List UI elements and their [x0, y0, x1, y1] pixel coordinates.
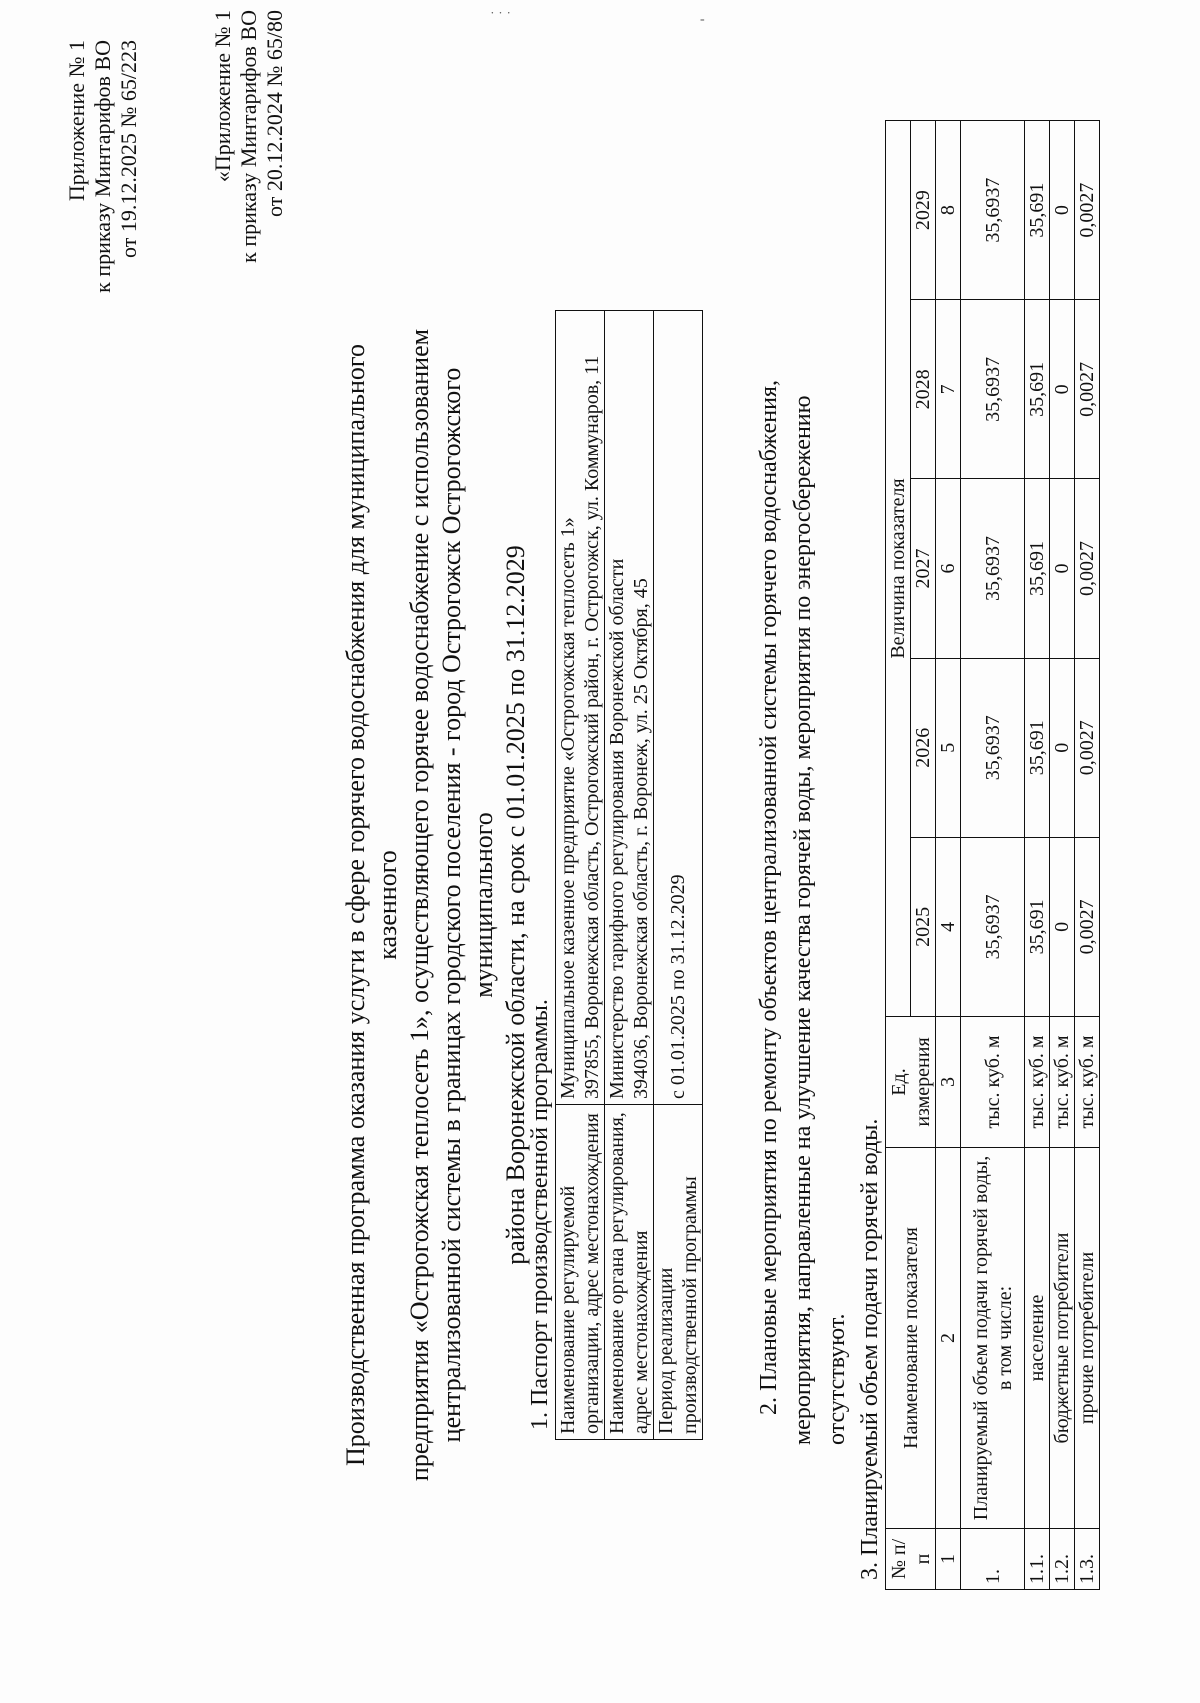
row-value: 0 — [1050, 658, 1075, 837]
section2-text: 2. Плановые мероприятия по ремонту объектов централизованной системы горячего водоснабжения, мероприятия, направленные на улучшение качества горячей воды, мероприятия по энергосбережению отсутствуют. — [756, 380, 850, 1445]
rotated-document-content — [40, 0, 1160, 1660]
table-row — [1075, 121, 1100, 1590]
column-number-row — [936, 121, 961, 1590]
row-value: 0 — [1050, 121, 1075, 300]
column-number: 2 — [936, 1148, 961, 1529]
column-number: 5 — [936, 658, 961, 837]
row-value: 35,691 — [1025, 121, 1050, 300]
row-value: 35,691 — [1025, 300, 1050, 479]
document-title — [340, 320, 532, 1490]
column-number: 8 — [936, 121, 961, 300]
row-value: 35,6937 — [961, 479, 1025, 658]
passport-table — [555, 310, 703, 1440]
row-name: прочие потребители — [1075, 1148, 1100, 1529]
row-name: население — [1025, 1148, 1050, 1529]
annex-current-line2: к приказу Минтарифов ВО — [90, 40, 115, 293]
table-row — [1025, 121, 1050, 1590]
row-num: 1.3. — [1075, 1529, 1100, 1590]
passport-value-line1: Министерство тарифного регулирования Воронежской области — [606, 558, 628, 1099]
passport-label: Наименование регулируемой организации, адрес местонахождения — [556, 1105, 605, 1440]
row-value: 0,0027 — [1075, 479, 1100, 658]
passport-value-line1: Муниципальное казенное предприятие «Острогожская теплосеть 1» — [557, 517, 579, 1099]
table-row — [654, 311, 703, 1440]
annex-current — [64, 40, 142, 300]
header-year: 2025 — [911, 837, 936, 1016]
header-unit: Ед. измерения — [886, 1017, 936, 1148]
header-year: 2027 — [911, 479, 936, 658]
scan-noise-mark: ˙ ˙ ˙ — [490, 10, 511, 25]
section1-heading: 1. Паспорт производственной программы. — [527, 999, 553, 1430]
row-value: 35,6937 — [961, 121, 1025, 300]
title-line4: района Воронежской области, на срок с 01.01.2025 по 31.12.2029 — [501, 545, 530, 1265]
column-number: 4 — [936, 837, 961, 1016]
passport-value — [605, 311, 654, 1105]
passport-label: Период реализации производственной программы — [654, 1105, 703, 1440]
row-unit: тыс. куб. м — [1050, 1017, 1075, 1148]
table-row — [556, 311, 605, 1440]
row-value: 0,0027 — [1075, 121, 1100, 300]
column-number: 6 — [936, 479, 961, 658]
column-number: 3 — [936, 1017, 961, 1148]
header-year: 2029 — [911, 121, 936, 300]
row-value: 35,6937 — [961, 658, 1025, 837]
annex-previous-line1: «Приложение № 1 — [210, 10, 235, 183]
row-value: 0 — [1050, 837, 1075, 1016]
row-name: Планируемый объем подачи горячей воды, в том числе: — [961, 1148, 1025, 1529]
row-value: 35,6937 — [961, 837, 1025, 1016]
row-num: 1.1. — [1025, 1529, 1050, 1590]
passport-value — [556, 311, 605, 1105]
table-header-row — [886, 121, 911, 1590]
row-value: 0 — [1050, 300, 1075, 479]
title-line2: предприятия «Острогожская теплосеть 1», осуществляющего горячее водоснабжение с использованием — [405, 328, 434, 1482]
section3-heading: 3. Планируемый объем подачи горячей воды. — [857, 1118, 883, 1580]
column-number: 7 — [936, 300, 961, 479]
row-value: 35,691 — [1025, 837, 1050, 1016]
row-unit: тыс. куб. м — [1075, 1017, 1100, 1148]
table-row — [961, 121, 1025, 1590]
passport-value-line2: 394036, Воронежская область, г. Воронеж, ул. 25 Октября, 45 — [630, 578, 652, 1099]
row-value: 0 — [1050, 479, 1075, 658]
row-value: 35,6937 — [961, 300, 1025, 479]
volume-table — [885, 120, 1100, 1590]
row-unit: тыс. куб. м — [1025, 1017, 1050, 1148]
passport-value-line2: 397855, Воронежская область, Острогожский район, г. Острогожск, ул. Коммунаров, 11 — [581, 355, 603, 1099]
row-num: 1.2. — [1050, 1529, 1075, 1590]
annex-previous — [210, 10, 288, 300]
header-year: 2026 — [911, 658, 936, 837]
row-name: бюджетные потребители — [1050, 1148, 1075, 1529]
row-value: 35,691 — [1025, 658, 1050, 837]
row-num: 1. — [961, 1529, 1025, 1590]
row-unit: тыс. куб. м — [961, 1017, 1025, 1148]
title-line1: Производственная программа оказания услуги в сфере горячего водоснабжения для муниципального казенного — [341, 344, 402, 1466]
row-value: 0,0027 — [1075, 300, 1100, 479]
passport-label: Наименование органа регулирования, адрес местонахождения — [605, 1105, 654, 1440]
row-value: 0,0027 — [1075, 658, 1100, 837]
row-value: 0,0027 — [1075, 837, 1100, 1016]
header-year: 2028 — [911, 300, 936, 479]
annex-previous-line3: от 20.12.2024 № 65/80 — [262, 10, 287, 217]
passport-value — [654, 311, 703, 1105]
header-values-group: Величина показателя — [886, 121, 911, 1017]
table-row — [605, 311, 654, 1440]
row-value: 35,691 — [1025, 479, 1050, 658]
passport-value-line1: с 01.01.2025 по 31.12.2029 — [667, 874, 689, 1099]
scan-noise-mark: - — [700, 12, 705, 27]
table-row — [1050, 121, 1075, 1590]
header-name: Наименование показателя — [886, 1148, 936, 1529]
header-num: № п/п — [886, 1529, 936, 1590]
title-line3: централизованной системы в границах городского поселения - город Острогожск Острогожского муниципального — [437, 367, 498, 1443]
annex-current-line3: от 19.12.2025 № 65/223 — [116, 40, 141, 258]
annex-previous-line2: к приказу Минтарифов ВО — [236, 10, 261, 263]
column-number: 1 — [936, 1529, 961, 1590]
annex-current-line1: Приложение № 1 — [64, 40, 89, 202]
